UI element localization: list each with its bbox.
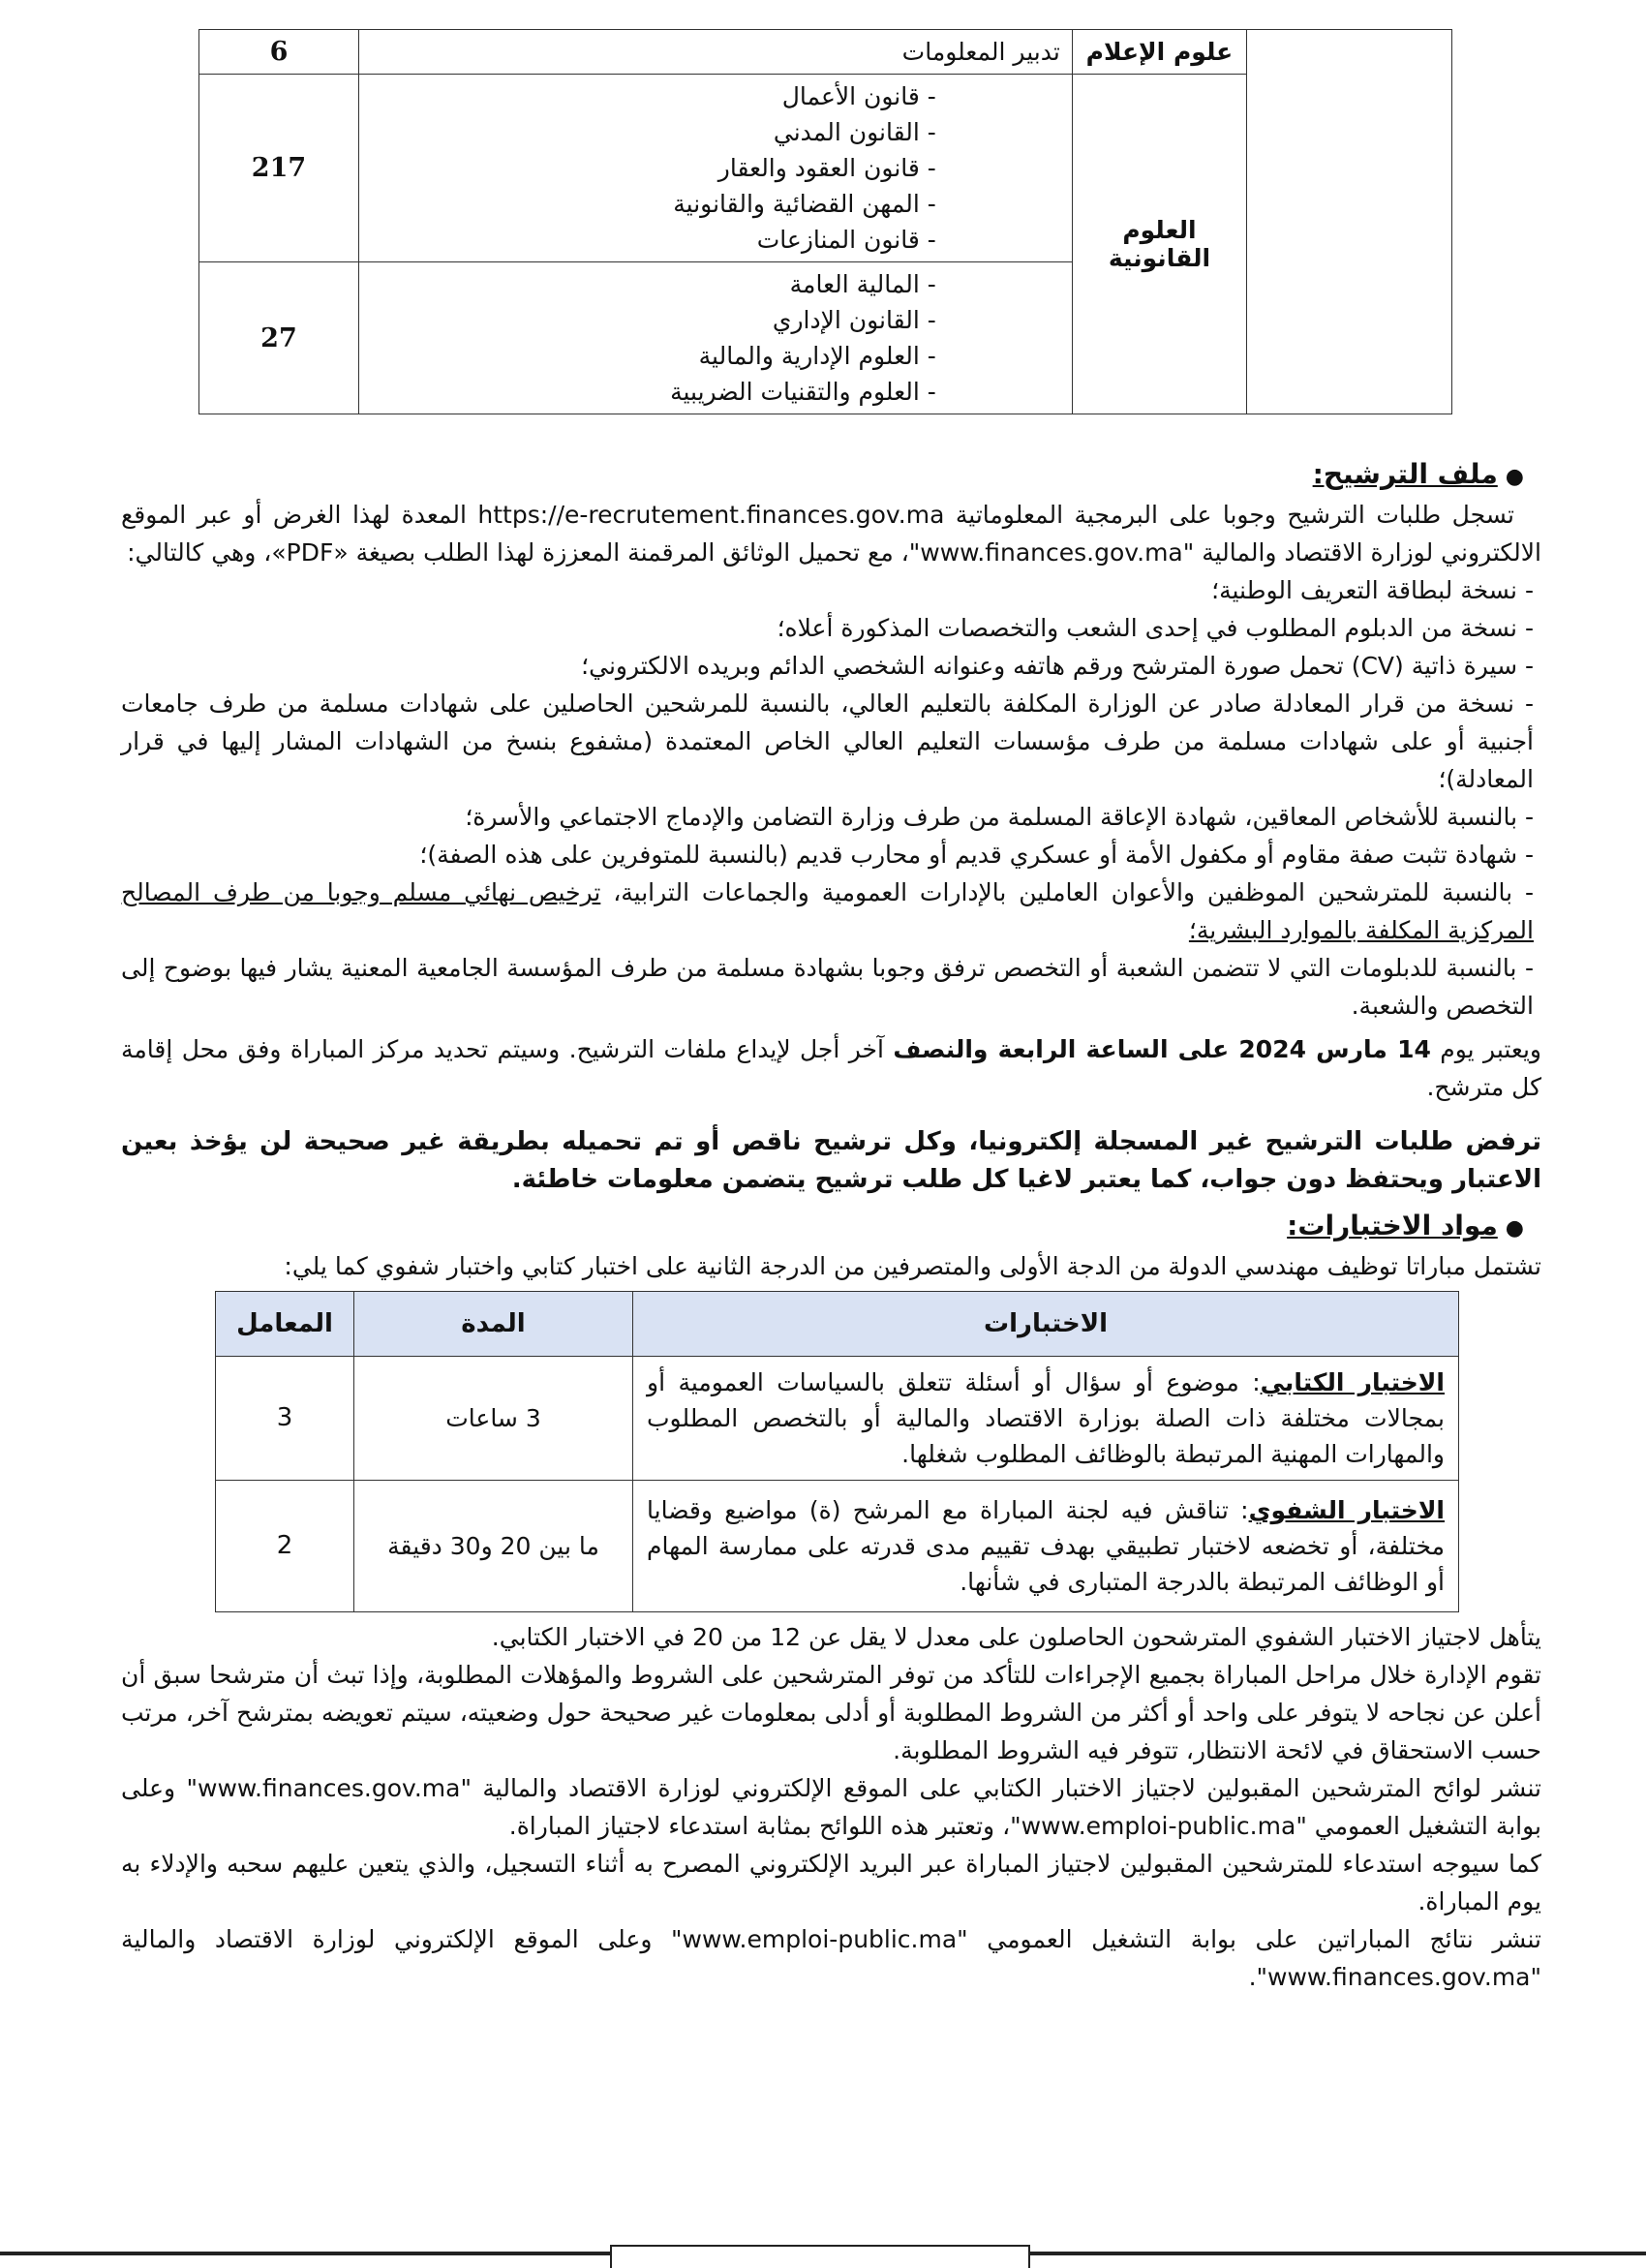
list-item: - نسخة من الدبلوم المطلوب في إحدى الشعب والتخصصات المذكورة أعلاه؛ xyxy=(777,614,1534,642)
list-item: - قانون الأعمال xyxy=(781,82,936,110)
specialty-cell xyxy=(358,75,1072,262)
list-item: - سيرة ذاتية (CV) تحمل صورة المترشح ورقم هاتفه وعنوانه الشخصي الدائم وبريده الالكتروني؛ xyxy=(581,652,1534,680)
list-item: - نسخة لبطاقة التعريف الوطنية؛ xyxy=(1211,576,1534,604)
exams-table xyxy=(215,1291,1459,1612)
count-cell: 6 xyxy=(199,30,359,75)
count-cell: 27 xyxy=(199,262,359,414)
list-item: - العلوم الإدارية والمالية xyxy=(698,342,936,370)
rejection-notice: ترفض طلبات الترشيح غير المسجلة إلكترونيا، وكل ترشيح ناقص أو تم تحميله بطريقة غير صحيحة لن يؤخذ بعين الاعتبار ويحتفظ دون جواب، كما يعتبر لاغيا كل طلب ترشيح يتضمن معلومات خاطئة. xyxy=(121,1127,1541,1194)
table-row xyxy=(199,30,1452,75)
test-description: الاختبار الشفوي: تناقش فيه لجنة المباراة مع المرشح (ة) مواضيع وقضايا مختلفة، أو تخضعه لاختبار تطبيقي بهدف تقييم مدى قدرته على ممارسة المهام أو الوظائف المرتبطة بالدرجة المتبارى في شأنها. xyxy=(633,1481,1459,1612)
section-heading-exams: ●مواد الاختبارات: xyxy=(121,1207,1541,1247)
table-row xyxy=(216,1357,1459,1481)
closing-paragraph: كما سيوجه استدعاء للمترشحين المقبولين لاجتياز المباراة عبر البريد الإلكتروني المصرح به أثناء التسجيل، والذي يتعين عليهم سحبه والإدلاء به يوم المباراة. xyxy=(121,1850,1541,1916)
bullet-icon: ● xyxy=(1505,1216,1524,1241)
header-tests: الاختبارات xyxy=(633,1292,1459,1357)
table-header-row xyxy=(216,1292,1459,1357)
list-item: - بالنسبة للأشخاص المعاقين، شهادة الإعاقة المسلمة من طرف وزارة التضامن والإدماج الاجتماعي والأسرة؛ xyxy=(465,803,1534,831)
empty-cell xyxy=(1247,30,1452,414)
branch-cell: العلوم القانونية xyxy=(1072,75,1246,414)
specialty-list xyxy=(369,266,936,410)
test-duration: ما بين 20 و30 دقيقة xyxy=(354,1481,633,1612)
branch-cell: علوم الإعلام xyxy=(1072,30,1246,75)
table-row xyxy=(216,1481,1459,1612)
test-description: الاختبار الكتابي: موضوع أو سؤال أو أسئلة تتعلق بالسياسات العمومية أو بمجالات مختلفة ذات الصلة بوزارة الاقتصاد والمالية أو بالتخصص المطلوب والمهارات المهنية المرتبطة بالوظائف المطلوب شغلها. xyxy=(633,1357,1459,1481)
list-item: - العلوم والتقنيات الضريبية xyxy=(670,378,936,406)
specialty-cell xyxy=(358,262,1072,414)
closing-paragraph: تقوم الإدارة خلال مراحل المباراة بجميع الإجراءات للتأكد من توفر المترشحين على الشروط والمؤهلات المطلوبة، وإذا تبث أن مترشحا سبق أن أعلن عن نجاحه لا يتوفر على واحد أو أكثر من الشروط المطلوبة أو أدلى بمعلومات غير صحيحة حول وضعيته، سيتم تعويضه بمترشح آخر، مرتب حسب الاستحقاق في لائحة الانتظار، تتوفر فيه الشروط المطلوبة. xyxy=(121,1661,1541,1764)
count-cell: 217 xyxy=(199,75,359,262)
header-coefficient: المعامل xyxy=(216,1292,354,1357)
underlined-text: ترخيص نهائي مسلم وجوبا من طرف المصالح المركزية المكلفة بالموارد البشرية؛ xyxy=(121,878,1534,944)
footer-tab xyxy=(610,2245,1030,2268)
bullet-icon: ● xyxy=(1505,465,1524,489)
test-name: الاختبار الشفوي xyxy=(1248,1496,1446,1524)
list-item: - قانون المنازعات xyxy=(756,226,936,254)
list-item: - القانون المدني xyxy=(773,118,936,146)
specialty-list xyxy=(369,78,936,258)
test-duration: 3 ساعات xyxy=(354,1357,633,1481)
list-item: - القانون الإداري xyxy=(772,306,936,334)
closing-paragraph: تنشر نتائج المباراتين على بوابة التشغيل العمومي "www.emploi-public.ma" وعلى الموقع الإلكتروني لوزارة الاقتصاد والمالية "www.finances.gov.ma". xyxy=(121,1925,1541,1991)
deadline-notice: ويعتبر يوم 14 مارس 2024 على الساعة الرابعة والنصف آخر أجل لإيداع ملفات الترشيح. وسيتم تحديد مركز المباراة وفق محل إقامة كل مترشح. xyxy=(121,1035,1541,1101)
list-item: - بالنسبة للدبلومات التي لا تتضمن الشعبة أو التخصص ترفق وجوبا بشهادة مسلمة من طرف المؤسسة الجامعية المعنية يشار فيها بوضوح إلى التخصص والشعبة. xyxy=(121,954,1534,1020)
test-name: الاختبار الكتابي xyxy=(1260,1368,1445,1396)
test-coefficient: 2 xyxy=(216,1481,354,1612)
list-item: - قانون العقود والعقار xyxy=(717,154,936,182)
list-item: - نسخة من قرار المعادلة صادر عن الوزارة المكلفة بالتعليم العالي، بالنسبة للمرشحين الحاصلين على شهادات مسلمة من طرف جامعات أجنبية أو على شهادات مسلمة من طرف مؤسسات التعليم العالي الخاص المعتمدة (مشفوع بنسخ من الشهادات المشار إليها في قرار المعادلة)؛ xyxy=(121,690,1534,793)
document-body xyxy=(121,455,1541,1996)
specialties-table xyxy=(198,29,1452,414)
specialty-cell: تدبير المعلومات xyxy=(358,30,1072,75)
list-item: - المهن القضائية والقانونية xyxy=(673,190,936,218)
exams-intro: تشتمل مباراتا توظيف مهندسي الدولة من الدجة الأولى والمتصرفين من الدرجة الثانية على اختبار كتابي واختبار شفوي كما يلي: xyxy=(284,1252,1541,1280)
list-item: - المالية العامة xyxy=(789,270,936,298)
header-duration: المدة xyxy=(354,1292,633,1357)
application-intro: تسجل طلبات الترشيح وجوبا على البرمجية المعلوماتية https://e-recrutement.finances.gov.ma المعدة لهذا الغرض أو عبر الموقع الالكتروني لوزارة الاقتصاد والمالية "www.finances.gov.ma"، مع تحميل الوثائق المرقمنة المعززة لهذا الطلب بصيغة «PDF»، وهي كالتالي: xyxy=(121,501,1541,567)
list-item: - شهادة تثبت صفة مقاوم أو مكفول الأمة أو عسكري قديم أو محارب قديم (بالنسبة للمتوفرين على هذه الصفة)؛ xyxy=(419,841,1534,869)
required-documents-list xyxy=(121,571,1541,1025)
closing-paragraph: يتأهل لاجتياز الاختبار الشفوي المترشحون الحاصلون على معدل لا يقل عن 12 من 20 في الاختبار الكتابي. xyxy=(491,1623,1541,1651)
deadline-date: 14 مارس 2024 على الساعة الرابعة والنصف xyxy=(893,1035,1431,1063)
test-coefficient: 3 xyxy=(216,1357,354,1481)
closing-paragraph: تنشر لوائح المترشحين المقبولين لاجتياز الاختبار الكتابي على الموقع الإلكتروني لوزارة الاقتصاد والمالية "www.finances.gov.ma" وعلى بوابة التشغيل العمومي "www.emploi-public.ma"، وتعتبر هذه اللوائح بمثابة استدعاء لاجتياز المباراة. xyxy=(121,1774,1541,1840)
list-item: - بالنسبة للمترشحين الموظفين والأعوان العاملين بالإدارات العمومية والجماعات الترابية، ترخيص نهائي مسلم وجوبا من طرف المصالح المركزية المكلفة بالموارد البشرية؛ xyxy=(121,878,1534,944)
section-heading-application-file: ●ملف الترشيح: xyxy=(121,455,1541,496)
